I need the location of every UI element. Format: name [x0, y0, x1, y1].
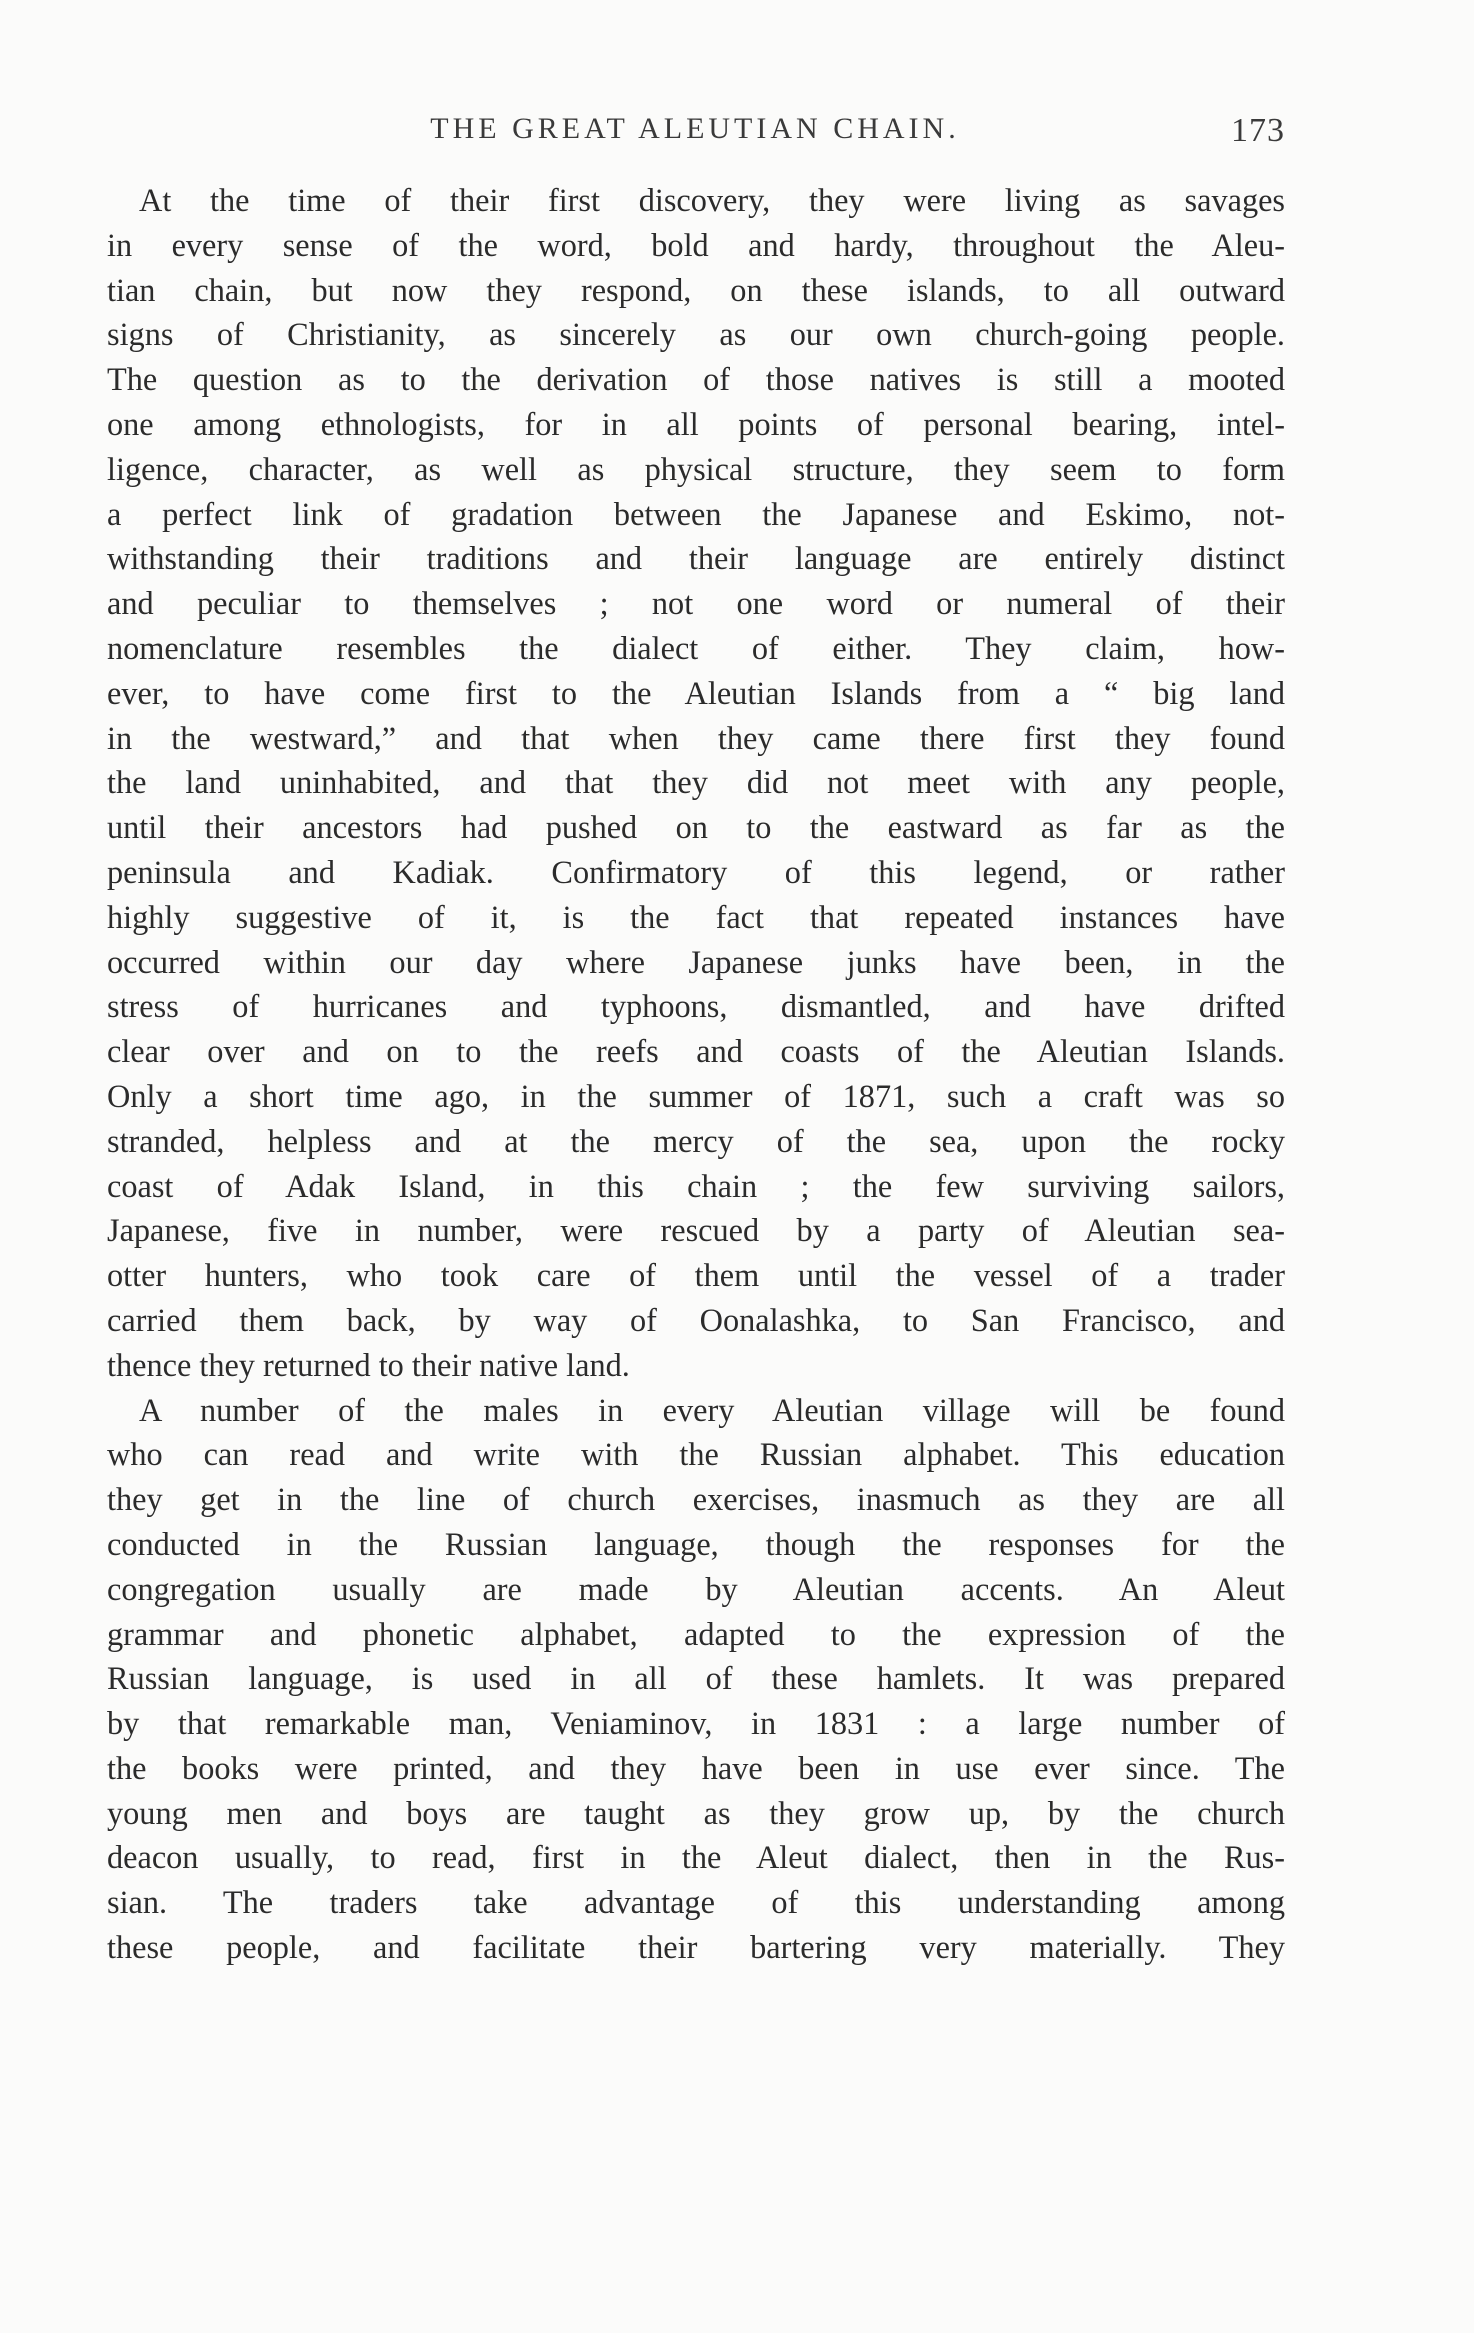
text-line: occurred within our day where Japanese junks have been, in the — [107, 943, 1285, 980]
text-line: ever, to have come first to the Aleutian Islands from a “ big land — [107, 674, 1285, 711]
text-line: peninsula and Kadiak. Confirmatory of this legend, or rather — [107, 853, 1285, 890]
text-line: one among ethnologists, for in all points of personal bearing, intel- — [107, 405, 1285, 442]
text-line: At the time of their first discovery, they were living as savages — [139, 182, 1285, 218]
text-line: stranded, helpless and at the mercy of the sea, upon the rocky — [107, 1122, 1285, 1159]
text-line: these people, and facilitate their bartering very materially. They — [107, 1929, 1285, 1966]
text-line: the books were printed, and they have been in use ever since. The — [107, 1749, 1285, 1786]
text-line: young men and boys are taught as they grow up, by the church — [107, 1794, 1285, 1831]
text-line: grammar and phonetic alphabet, adapted to the expression of the — [107, 1615, 1285, 1652]
text-line: nomenclature resembles the dialect of either. They claim, how- — [107, 629, 1285, 666]
text-line: conducted in the Russian language, though the responses for the — [107, 1525, 1285, 1562]
text-line: deacon usually, to read, first in the Aleut dialect, then in the Rus- — [107, 1839, 1285, 1876]
text-line: clear over and on to the reefs and coasts of the Aleutian Islands. — [107, 1033, 1285, 1070]
text-line: The question as to the derivation of those natives is still a mooted — [107, 361, 1285, 398]
body-text — [107, 178, 1285, 1970]
text-line: carried them back, by way of Oonalashka, to San Francisco, and — [107, 1301, 1285, 1338]
text-line: otter hunters, who took care of them until the vessel of a trader — [107, 1257, 1285, 1294]
text-line: who can read and write with the Russian alphabet. This education — [107, 1436, 1285, 1473]
text-line: signs of Christianity, as sincerely as our own church-going people. — [107, 316, 1285, 353]
text-line: tian chain, but now they respond, on these islands, to all outward — [107, 271, 1285, 308]
text-line: stress of hurricanes and typhoons, dismantled, and have drifted — [107, 988, 1285, 1025]
page-number: 173 — [1231, 112, 1285, 149]
text-line: in the westward,” and that when they came there first they found — [107, 719, 1285, 756]
text-line: the land uninhabited, and that they did not meet with any people, — [107, 764, 1285, 801]
text-line: Russian language, is used in all of these hamlets. It was prepared — [107, 1660, 1285, 1697]
text-line: and peculiar to themselves ; not one word or numeral of their — [107, 585, 1285, 622]
text-line: thence they returned to their native land. — [107, 1346, 630, 1383]
text-line: by that remarkable man, Veniaminov, in 1831 : a large number of — [107, 1705, 1285, 1742]
text-line: they get in the line of church exercises, inasmuch as they are all — [107, 1481, 1285, 1518]
text-line: in every sense of the word, bold and hardy, throughout the Aleu- — [107, 226, 1285, 263]
running-head — [105, 112, 1285, 156]
text-line: Only a short time ago, in the summer of 1871, such a craft was so — [107, 1077, 1285, 1114]
text-line: congregation usually are made by Aleutian accents. An Aleut — [107, 1570, 1285, 1607]
running-title: THE GREAT ALEUTIAN CHAIN. — [430, 112, 960, 145]
text-line: ligence, character, as well as physical structure, they seem to form — [107, 450, 1285, 487]
text-line: withstanding their traditions and their language are entirely distinct — [107, 540, 1285, 577]
text-line: sian. The traders take advantage of this understanding among — [107, 1884, 1285, 1921]
text-line: A number of the males in every Aleutian village will be found — [139, 1391, 1285, 1428]
text-line: coast of Adak Island, in this chain ; the few surviving sailors, — [107, 1167, 1285, 1204]
text-line: until their ancestors had pushed on to the eastward as far as the — [107, 809, 1285, 846]
text-line: Japanese, five in number, were rescued by a party of Aleutian sea- — [107, 1212, 1285, 1249]
text-line: highly suggestive of it, is the fact that repeated instances have — [107, 898, 1285, 935]
text-line: a perfect link of gradation between the Japanese and Eskimo, not- — [107, 495, 1285, 532]
